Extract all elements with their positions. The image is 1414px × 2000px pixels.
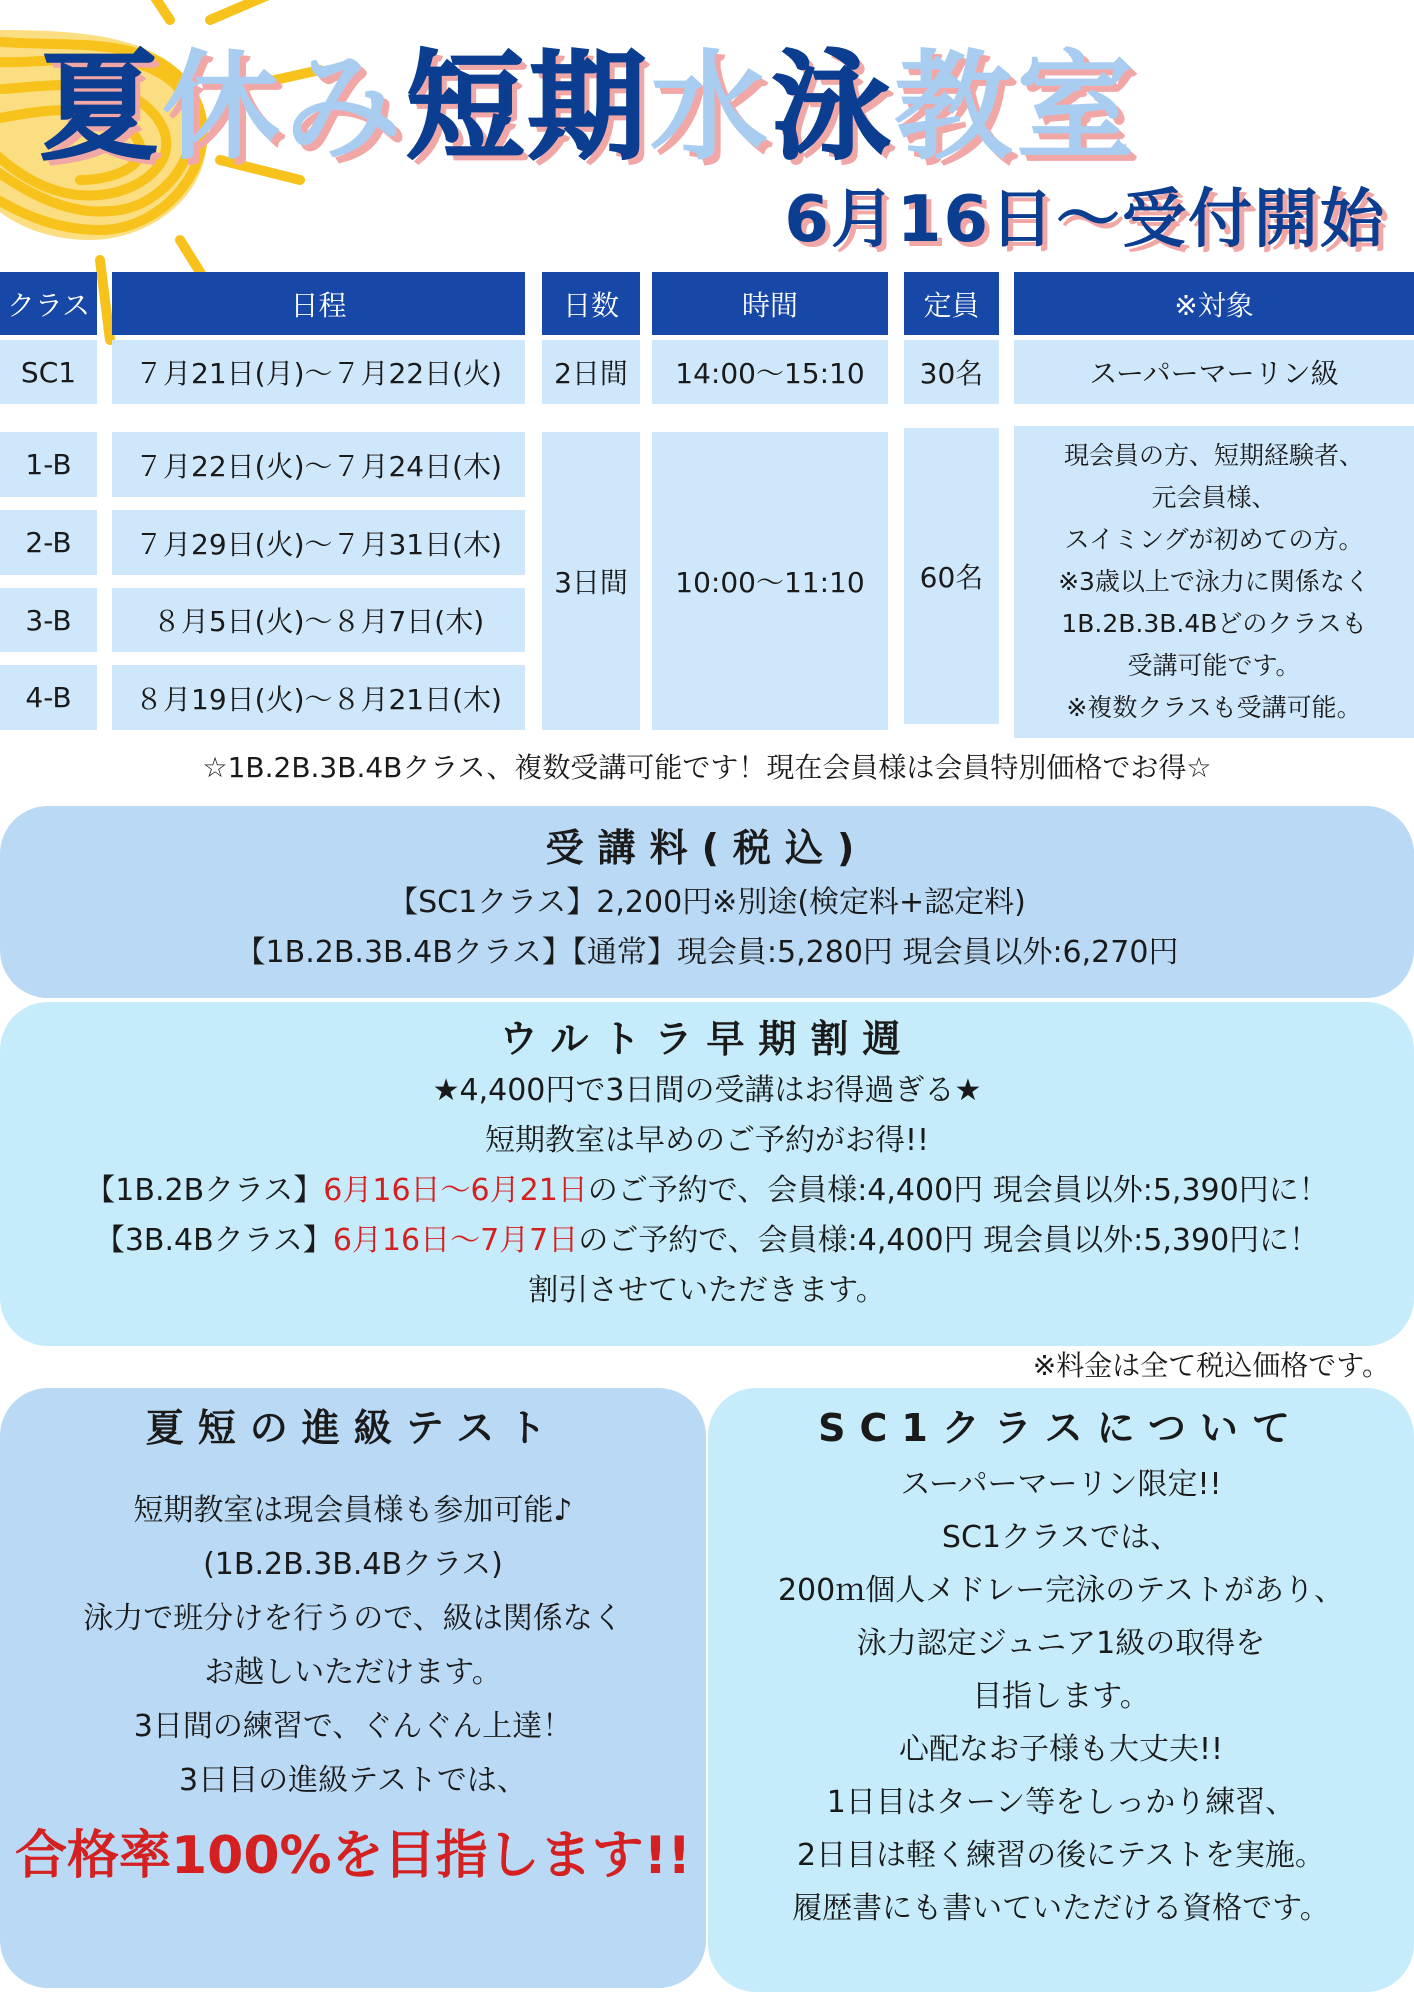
- sc1-info-line: 心配なお子様も大丈夫!!: [898, 1732, 1224, 1767]
- test-line: 短期教室は現会員様も参加可能♪: [133, 1493, 573, 1528]
- target-line: ※3歳以上で泳力に関係なく: [1058, 567, 1370, 596]
- group-time: 10:00～11:10: [652, 432, 888, 730]
- title-part: 夏: [40, 38, 163, 176]
- early-line: 短期教室は早めのご予約がお得!!: [484, 1123, 930, 1158]
- sc1-info-line: 200ｍ個人メドレー完泳のテストがあり、: [777, 1573, 1345, 1608]
- fee-title: 受講料(税込): [545, 826, 869, 870]
- sc1-class: SC1: [0, 340, 97, 404]
- early-price-text: のご予約で、会員様:4,400円 現会員以外:5,390円に！: [578, 1223, 1320, 1258]
- title-part: 教室: [894, 38, 1139, 176]
- sc1-info-line: 2日目は軽く練習の後にテストを実施。: [797, 1838, 1325, 1873]
- col-header-days: 日数: [542, 272, 640, 335]
- early-line: [0, 1166, 1414, 1216]
- sc1-info-line: 1日目はターン等をしっかり練習、: [826, 1785, 1296, 1820]
- col-header-schedule: 日程: [112, 272, 525, 335]
- target-line: スイミングが初めての方。: [1064, 525, 1364, 554]
- sc1-info-box: [708, 1388, 1414, 1992]
- target-line: 元会員様、: [1151, 483, 1277, 512]
- col-header-capacity: 定員: [904, 272, 999, 335]
- early-title: ウルトラ早期割週: [499, 1017, 915, 1061]
- early-date-range: 6月16日～7月7日: [332, 1223, 579, 1258]
- row-schedule: ７月22日(火)～７月24日(木): [112, 432, 525, 497]
- promotion-test-box: [0, 1388, 706, 1988]
- sc1-info-line: SC1クラスでは、: [941, 1520, 1181, 1555]
- sc1-info-line: スーパーマーリン限定!!: [900, 1467, 1222, 1502]
- group-days: 3日間: [542, 432, 640, 730]
- sc1-info-line: 泳力認定ジュニア1級の取得を: [856, 1626, 1266, 1661]
- row-schedule: ７月29日(火)～７月31日(木): [112, 510, 525, 575]
- row-schedule: ８月19日(火)～８月21日(木): [112, 665, 525, 730]
- sc1-info-line: 目指します。: [972, 1679, 1150, 1714]
- col-header-class: クラス: [0, 272, 97, 335]
- registration-start: 6月16日～受付開始: [784, 183, 1386, 257]
- early-class-label: 【1B.2Bクラス】: [85, 1173, 324, 1208]
- tax-note: ※料金は全て税込価格です。: [1032, 1349, 1390, 1382]
- title-part: 短期: [406, 38, 651, 176]
- row-class: 3-B: [0, 588, 97, 652]
- row-class: 4-B: [0, 665, 97, 730]
- test-line: 3日間の練習で、ぐんぐん上達！: [133, 1709, 573, 1744]
- sc1-target: スーパーマーリン級: [1014, 340, 1414, 404]
- target-line: 1B.2B.3B.4Bどのクラスも: [1061, 609, 1367, 638]
- early-class-label: 【3B.4Bクラス】: [94, 1223, 333, 1258]
- title-part: 休み: [162, 38, 407, 176]
- row-class: 2-B: [0, 510, 97, 575]
- col-header-target: ※対象: [1014, 272, 1414, 335]
- early-price-text: のご予約で、会員様:4,400円 現会員以外:5,390円に！: [587, 1173, 1329, 1208]
- test-line: 3日目の進級テストでは、: [179, 1763, 527, 1798]
- target-line: ※複数クラスも受講可能。: [1066, 693, 1362, 722]
- sc1-info-title: SC1クラスについて: [818, 1406, 1304, 1450]
- early-date-range: 6月16日～6月21日: [323, 1173, 588, 1208]
- pass-rate-highlight: 合格率100%を目指します!!: [14, 1826, 692, 1886]
- early-discount-box: [0, 1002, 1414, 1346]
- fee-box: [0, 806, 1414, 998]
- test-line: 泳力で班分けを行うので、級は関係なく: [83, 1601, 623, 1636]
- target-line: 受講可能です。: [1127, 651, 1301, 680]
- fee-line: 【SC1クラス】2,200円※別途(検定料+認定料): [388, 885, 1026, 920]
- row-class: 1-B: [0, 432, 97, 497]
- fee-line: 【1B.2B.3B.4Bクラス】【通常】現会員:5,280円 現会員以外:6,270円: [235, 935, 1179, 970]
- early-line: 割引させていただきます。: [528, 1273, 886, 1308]
- col-header-time: 時間: [652, 272, 888, 335]
- sc1-schedule: ７月21日(月)～７月22日(火): [112, 340, 525, 404]
- sc1-days: 2日間: [542, 340, 640, 404]
- multi-class-note: ☆1B.2B.3B.4Bクラス、複数受講可能です！現在会員様は会員特別価格でお得☆: [202, 751, 1212, 784]
- test-line: お越しいただけます。: [204, 1655, 502, 1690]
- title-part: 泳: [772, 38, 895, 176]
- early-line: ★4,400円で3日間の受講はお得過ぎる★: [432, 1073, 982, 1108]
- group-target: [1014, 426, 1414, 738]
- test-line: (1B.2B.3B.4Bクラス): [203, 1547, 503, 1582]
- title-part: 水: [650, 38, 773, 176]
- sc1-info-line: 履歴書にも書いていただける資格です。: [792, 1891, 1330, 1926]
- test-title: 夏短の進級テスト: [145, 1406, 561, 1450]
- sc1-capacity: 30名: [904, 340, 999, 404]
- sc1-time: 14:00～15:10: [652, 340, 888, 404]
- group-capacity: 60名: [904, 428, 999, 724]
- row-schedule: ８月5日(火)～８月7日(木): [112, 588, 525, 652]
- page-title: [40, 32, 1400, 182]
- early-line: [0, 1216, 1414, 1266]
- target-line: 現会員の方、短期経験者、: [1063, 441, 1364, 470]
